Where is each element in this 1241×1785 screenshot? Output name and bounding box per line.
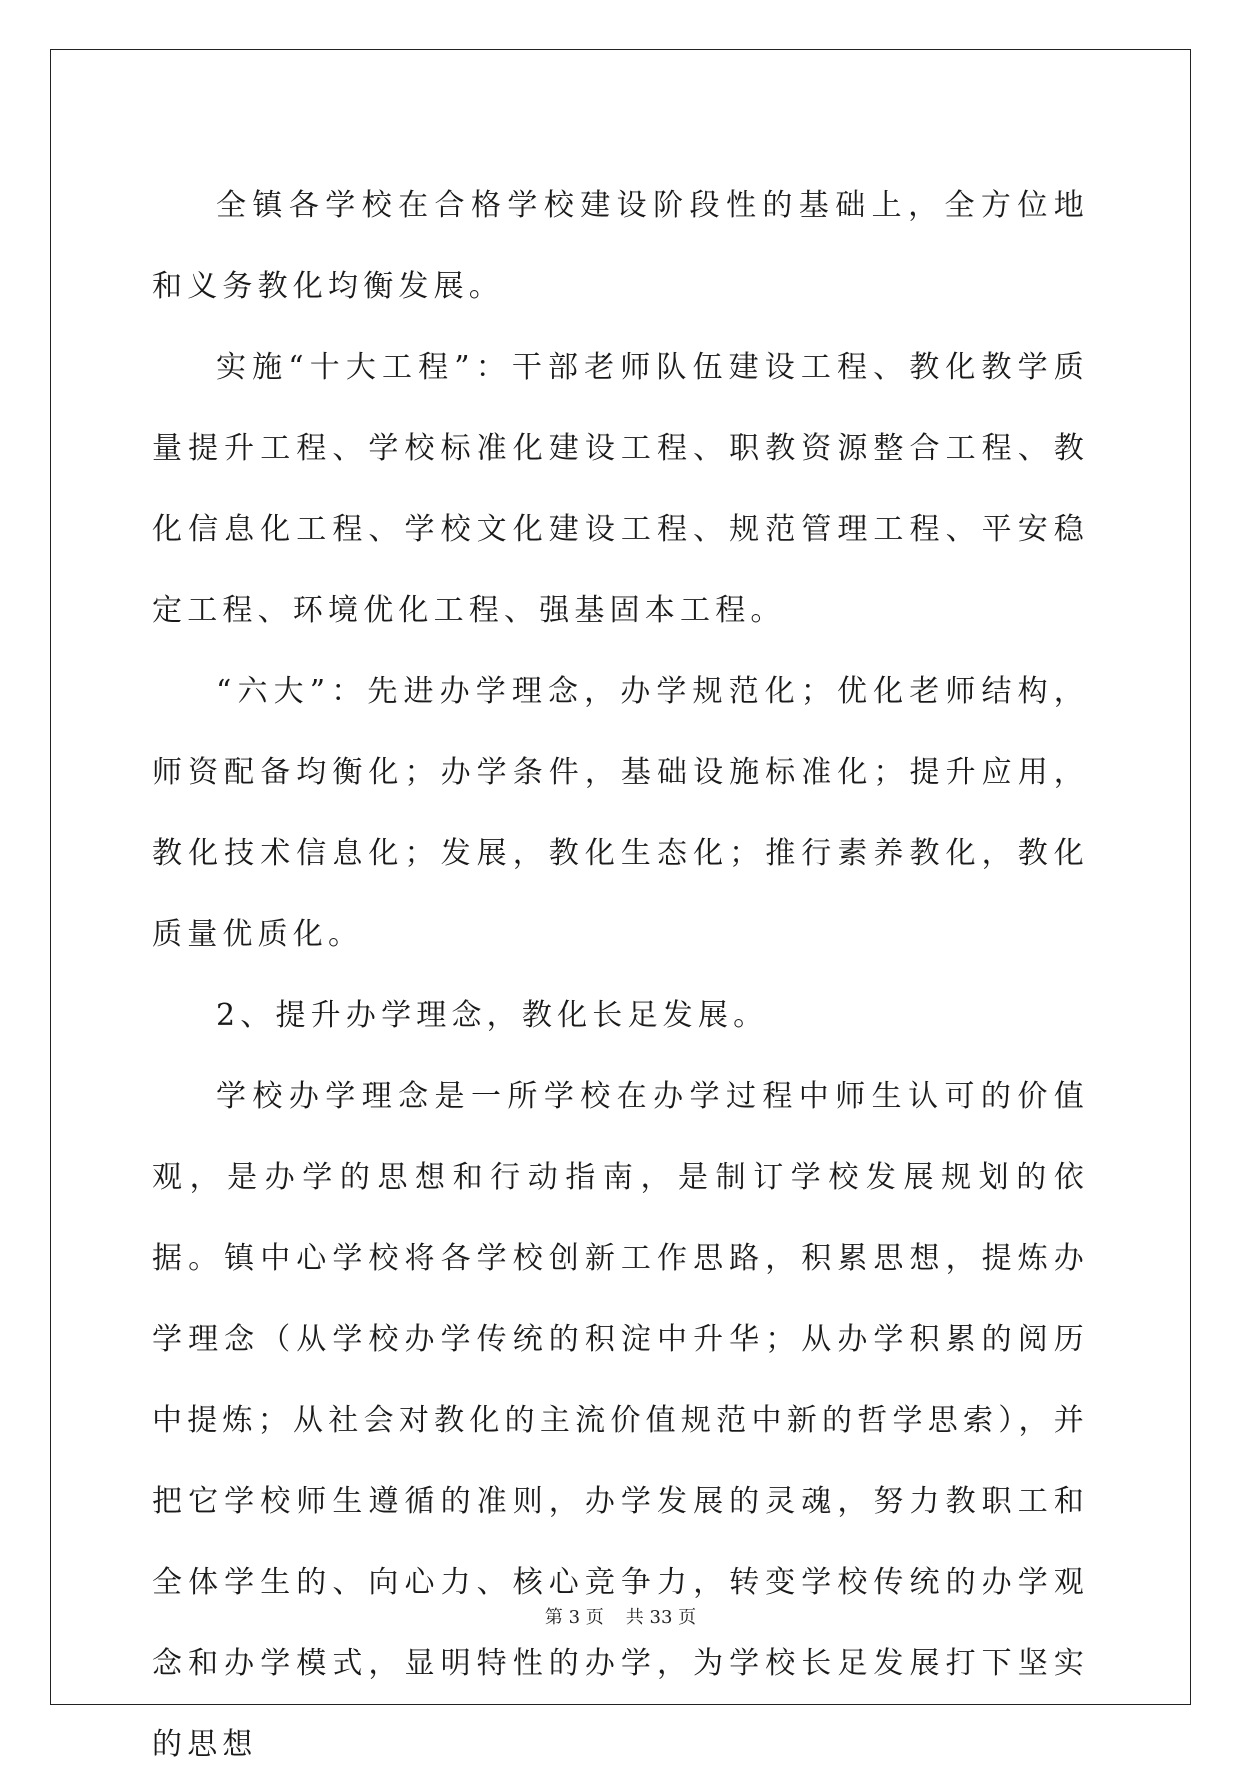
paragraph-1: 全镇各学校在合格学校建设阶段性的基础上，全方位地和义务教化均衡发展。 bbox=[152, 188, 1089, 304]
page-number: 第 3 页 bbox=[544, 1607, 604, 1628]
paragraph-3: “六大”：先进办学理念，办学规范化；优化老师结构，师资配备均衡化；办学条件，基础设施标准化；提升应用，教化技术信息化；发展，教化生态化；推行素养教化，教化质量优质化。 bbox=[152, 674, 1089, 952]
page-footer bbox=[0, 1603, 1241, 1629]
paragraph-2: 实施“十大工程”：干部老师队伍建设工程、教化教学质量提升工程、学校标准化建设工程、职教资源整合工程、教化信息化工程、学校文化建设工程、规范管理工程、平安稳定工程、环境优化工程、强基固本工程。 bbox=[152, 350, 1089, 628]
paragraph-4: 2、提升办学理念，教化长足发展。 bbox=[216, 998, 769, 1033]
paragraph-5: 学校办学理念是一所学校在办学过程中师生认可的价值观，是办学的思想和行动指南，是制订学校发展规划的依据。镇中心学校将各学校创新工作思路，积累思想，提炼办学理念（从学校办学传统的积淀中升华；从办学积累的阅历中提炼；从社会对教化的主流价值规范中新的哲学思索），并把它学校师生遵循的准则，办学发展的灵魂，努力教职工和全体学生的、向心力、核心竞争力，转变学校传统的办学观念和办学模式，显明特性的办学，为学校长足发展打下坚实的思想 bbox=[152, 1079, 1089, 1762]
document-body bbox=[152, 165, 1089, 1785]
page-total: 共 33 页 bbox=[625, 1607, 697, 1628]
